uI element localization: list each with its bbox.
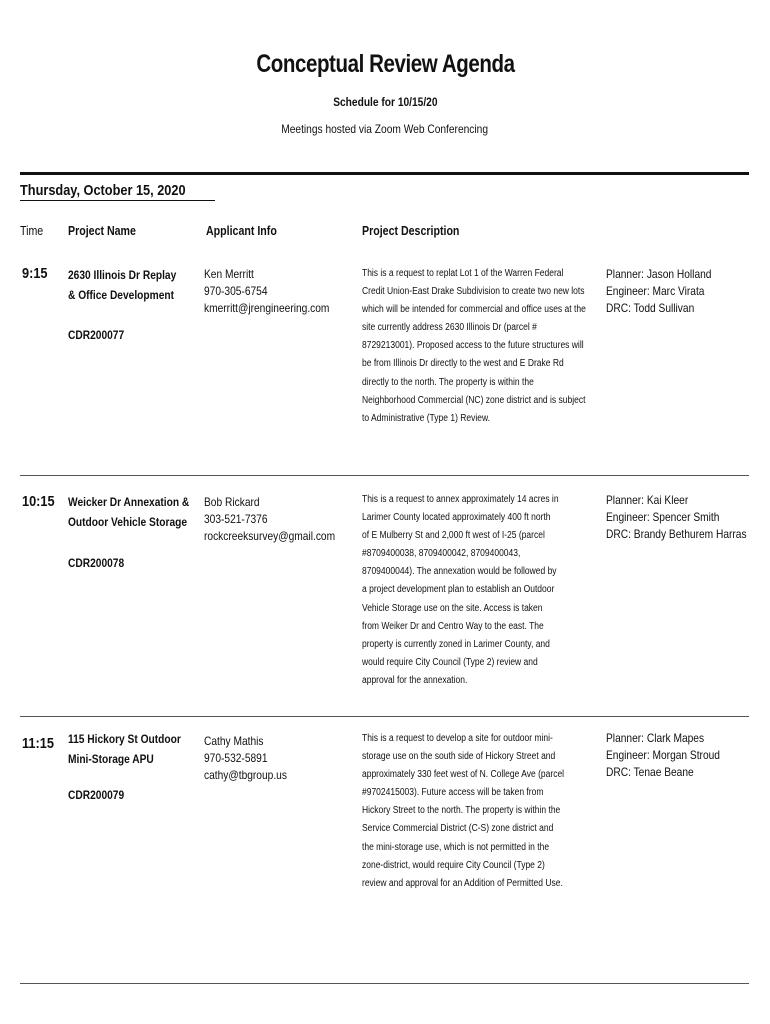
page-title: Conceptual Review Agenda [255, 50, 515, 78]
meeting-host-note: Meetings hosted via Zoom Web Conferencing [281, 122, 489, 136]
item-divider [20, 475, 749, 476]
column-header-project-description: Project Description [362, 224, 460, 238]
drc: DRC: Brandy Bethurem Harras [606, 527, 747, 541]
day-heading: Thursday, October 15, 2020 [20, 182, 215, 201]
staff-assignments [606, 266, 730, 317]
staff-assignments [606, 492, 770, 543]
engineer: Engineer: Morgan Stroud [606, 748, 720, 762]
item-time: 11:15 [22, 735, 54, 752]
planner: Planner: Kai Kleer [606, 493, 689, 507]
item-divider [20, 716, 749, 717]
project-name: 2630 Illinois Dr Replay & Office Development [68, 268, 177, 302]
applicant-info [204, 266, 352, 317]
project-number: CDR200078 [68, 556, 125, 570]
item-divider [20, 983, 749, 984]
item-time: 9:15 [22, 265, 48, 282]
staff-assignments [606, 730, 740, 781]
schedule-date: Schedule for 10/15/20 [332, 95, 438, 109]
column-header-project-name: Project Name [68, 224, 136, 238]
project-name: 115 Hickory St Outdoor Mini-Storage APU [68, 732, 181, 766]
applicant-email: cathy@tbgroup.us [204, 768, 287, 782]
applicant-name: Ken Merritt [204, 267, 254, 281]
drc: DRC: Tenae Beane [606, 765, 694, 779]
project-name: Weicker Dr Annexation & Outdoor Vehicle Storage [68, 495, 190, 529]
applicant-name: Bob Rickard [204, 495, 260, 509]
applicant-phone: 970-532-5891 [204, 751, 268, 765]
project-number: CDR200077 [68, 328, 125, 342]
project-description: This is a request to develop a site for outdoor mini-storage use on the south side of Hickory Street and approximately 330 feet west of N. College Ave (parcel #9702415003). Future access will be taken from Hickory Street to the north. The property is within the Service Commercial District (C-S) zone district and the mini-storage use, which is not permitted in the zone-district, would require City Council (Type 2) review and approval for an Addition of Permitted Use. [362, 733, 565, 889]
applicant-info [204, 494, 358, 545]
column-header-applicant-info: Applicant Info [206, 224, 277, 238]
project-number: CDR200079 [68, 788, 125, 802]
applicant-info [204, 733, 302, 784]
planner: Planner: Jason Holland [606, 267, 712, 281]
column-header-time: Time [20, 224, 44, 238]
drc: DRC: Todd Sullivan [606, 301, 695, 315]
applicant-name: Cathy Mathis [204, 734, 264, 748]
engineer: Engineer: Marc Virata [606, 284, 705, 298]
applicant-email: kmerritt@jrengineering.com [204, 301, 330, 315]
applicant-email: rockcreeksurvey@gmail.com [204, 529, 336, 543]
project-description: This is a request to annex approximately 14 acres in Larimer County located approximately 400 ft north of E Mulberry St and 2,000 ft west of I-25 (parcel #8709400038, 8709400042, 8709400043, 8709400044). The annexation would be followed by a project development plan to establish an Outdoor Vehicle Storage use on the site. Access is taken from Weiker Dr and Centro Way to the east. The property is currently zoned in Larimer County, and would require City Council (Type 2) review and approval for the annexation. [362, 494, 559, 686]
item-time: 10:15 [22, 493, 55, 510]
planner: Planner: Clark Mapes [606, 731, 705, 745]
header-divider [20, 172, 749, 175]
engineer: Engineer: Spencer Smith [606, 510, 720, 524]
applicant-phone: 970-305-6754 [204, 284, 268, 298]
project-description: This is a request to replat Lot 1 of the Warren Federal Credit Union-East Drake Subdivision to create two new lots which will be intended for commercial and office uses at the site currently address 2630 Illinois Dr (parcel # 8729213001). Proposed access to the future structures will be from Illinois Dr directly to the west and E Drake Rd directly to the north. The property is within the Neighborhood Commercial (NC) zone district and is subject to Administrative (Type 1) Review. [362, 268, 586, 424]
applicant-phone: 303-521-7376 [204, 512, 268, 526]
